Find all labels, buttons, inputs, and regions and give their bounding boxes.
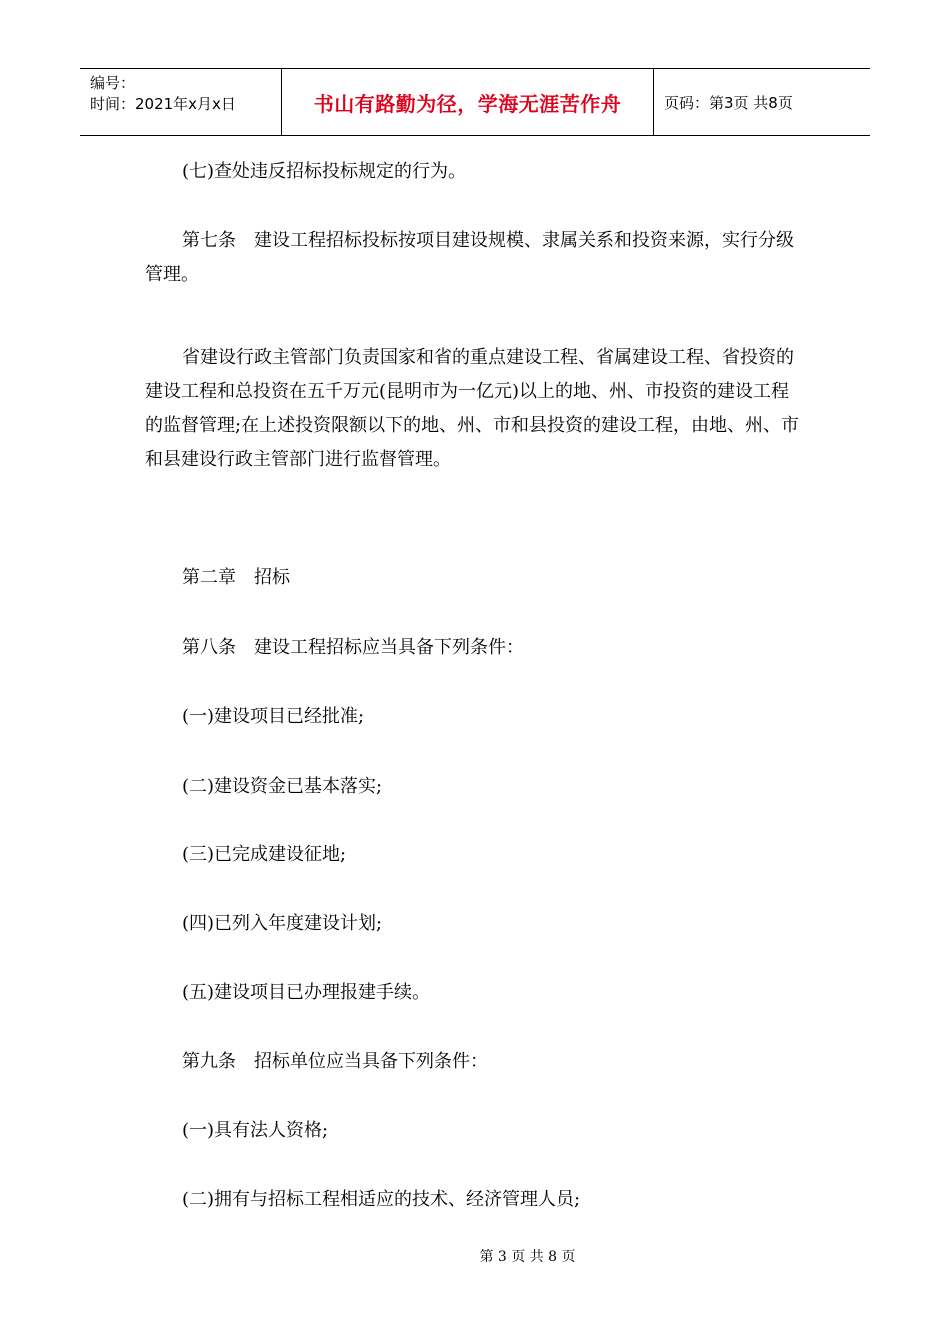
header-meta xyxy=(80,69,282,135)
header-page-label: 页码：第3页 共8页 xyxy=(664,93,793,112)
list-item: (四)已列入年度建设计划; xyxy=(182,913,383,934)
header-motto: 书山有路勤为径，学海无涯苦作舟 xyxy=(282,69,654,135)
paragraph: 第九条 招标单位应当具备下列条件： xyxy=(182,1051,488,1072)
date-label: 时间：2021年x月x日 xyxy=(90,95,236,113)
list-item: (一)建设项目已经批准; xyxy=(182,706,365,727)
list-item: (五)建设项目已办理报建手续。 xyxy=(182,982,431,1003)
number-label: 编号： xyxy=(90,74,136,92)
paragraph: 第七条 建设工程招标投标按项目建设规模、隶属关系和投资来源，实行分级管理。 xyxy=(145,230,794,285)
chapter-heading: 第二章 招标 xyxy=(182,567,290,588)
paragraph: 第八条 建设工程招标应当具备下列条件： xyxy=(182,637,524,658)
footer-page-number: 第 3 页 共 8 页 xyxy=(479,1249,576,1265)
paragraph: 省建设行政主管部门负责国家和省的重点建设工程、省属建设工程、省投资的建设工程和总投资在五千万元(昆明市为一亿元)以上的地、州、市投资的建设工程的监督管理;在上述投资限额以下的地、州、市和县投资的建设工程，由地、州、市和县建设行政主管部门进行监督管理。 xyxy=(145,347,800,470)
paragraph: (七)查处违反招标投标规定的行为。 xyxy=(182,161,467,182)
page-header xyxy=(80,68,870,136)
list-item: (三)已完成建设征地; xyxy=(182,844,347,865)
list-item: (二)建设资金已基本落实; xyxy=(182,776,383,797)
list-item: (二)拥有与招标工程相适应的技术、经济管理人员; xyxy=(182,1189,581,1210)
page-footer xyxy=(0,1246,950,1266)
list-item: (一)具有法人资格; xyxy=(182,1120,329,1141)
